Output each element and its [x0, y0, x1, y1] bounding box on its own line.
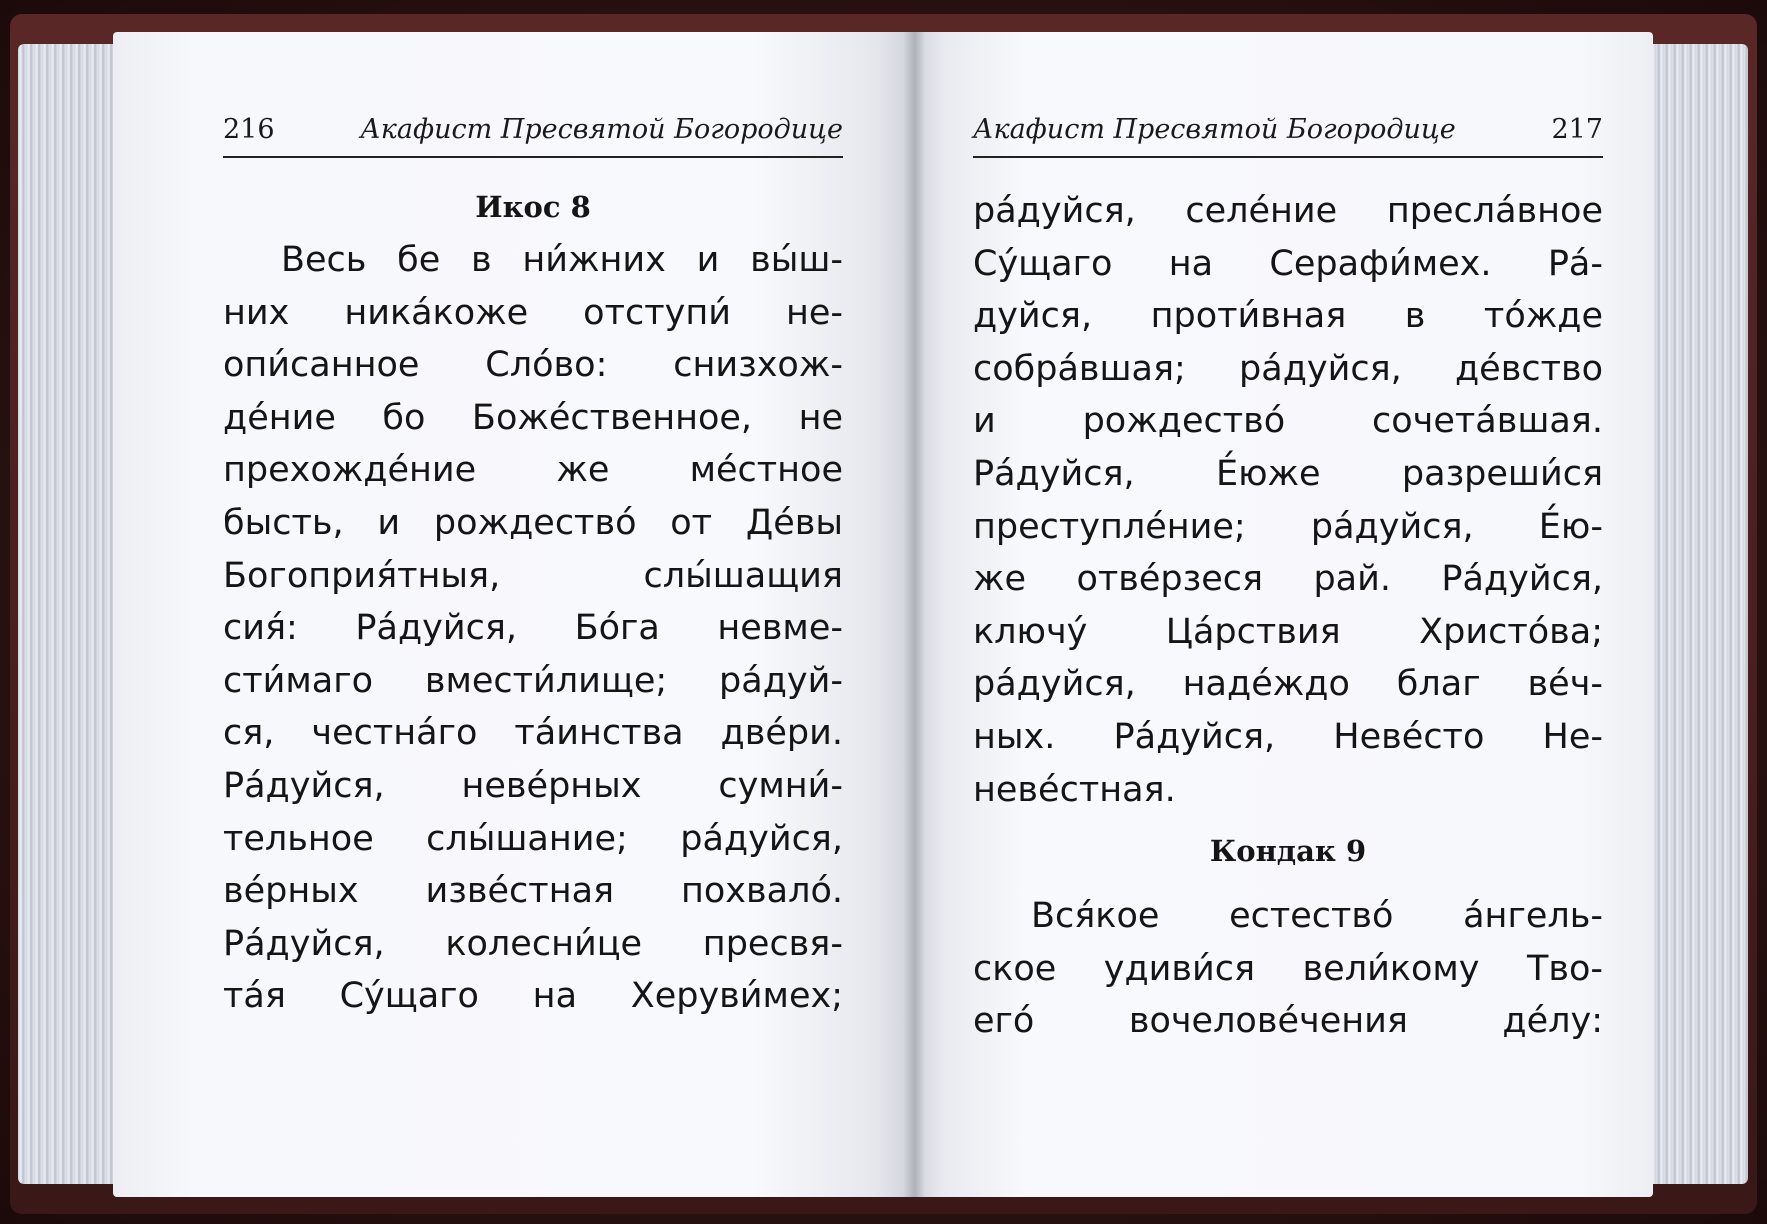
text-line: тельное слы́шание; ра́дуйся, — [223, 818, 843, 859]
text-line: прехожде́ние же ме́стное — [223, 450, 843, 491]
text-line: ных. Ра́дуйся, Неве́сто Не- — [973, 716, 1603, 757]
text-line: де́ние бо Боже́ственное, не — [223, 397, 843, 438]
section-heading-ikos: Икос 8 — [475, 190, 591, 224]
text-line: ся, честна́го та́инства две́ри. — [223, 713, 843, 754]
text-line: сия́: Ра́дуйся, Бо́га невме- — [223, 608, 843, 649]
text-line: Ра́дуйся, колесни́це пресвя- — [223, 923, 843, 964]
text-line: Ра́дуйся, неве́рных сумни́- — [223, 765, 843, 806]
text-line: ве́рных изве́стная похвало́. — [223, 871, 843, 912]
text-line: преступле́ние; ра́дуйся, Е́ю- — [973, 506, 1603, 547]
left-page-text — [223, 180, 843, 1023]
right-page-number: 217 — [1551, 114, 1603, 145]
left-page — [113, 32, 913, 1197]
text-line: же отве́рзеся рай. Ра́дуйся, — [973, 559, 1603, 600]
left-page-number: 216 — [223, 114, 275, 145]
text-line: та́я Су́щаго на Херуви́мех; — [223, 976, 843, 1017]
text-line: неве́стная. — [973, 769, 1176, 810]
text-line: Вся́кое естество́ а́нгель- — [1031, 896, 1603, 937]
right-running-title: Акафист Пресвятой Богородице — [973, 114, 1456, 145]
right-page-header — [973, 108, 1603, 158]
page-edges-right — [1648, 44, 1748, 1184]
text-line: и рождество́ сочета́вшая. — [973, 401, 1603, 442]
text-line: них ника́коже отступи́ не- — [223, 292, 843, 333]
text-line: Весь бе в ни́жних и вы́ш- — [281, 240, 843, 280]
text-line: бысть, и рождество́ от Де́вы — [223, 502, 843, 543]
text-line: ское удиви́ся вели́кому Тво- — [973, 948, 1603, 989]
left-running-title: Акафист Пресвятой Богородице — [360, 114, 843, 145]
text-line: Су́щаго на Серафи́мех. Ра́- — [973, 243, 1603, 284]
text-line: Ра́дуйся, Е́юже разреши́ся — [973, 453, 1603, 494]
text-line: Богоприя́тныя, слы́шащия — [223, 555, 843, 596]
text-line: сти́маго вмести́лище; ра́дуй- — [223, 660, 843, 701]
page-edges-left — [18, 44, 123, 1184]
text-line: его́ вочелове́чения де́лу: — [973, 1001, 1603, 1042]
right-page — [913, 32, 1653, 1197]
text-line: собра́вшая; ра́дуйся, де́вство — [973, 348, 1603, 389]
text-line: дуйся, проти́вная в то́жде — [973, 296, 1603, 337]
right-page-text — [973, 185, 1603, 1048]
text-line: опи́санное Сло́во: снизхож- — [223, 345, 843, 386]
text-line: ра́дуйся, наде́ждо благ ве́ч- — [973, 664, 1603, 705]
section-heading-kondak: Кондак 9 — [1209, 834, 1367, 869]
book-gutter — [903, 32, 925, 1197]
open-book — [18, 32, 1748, 1197]
left-page-header — [223, 108, 843, 158]
text-line: ключу́ Ца́рствия Христо́ва; — [973, 611, 1603, 652]
text-line: ра́дуйся, селе́ние пресла́вное — [973, 191, 1603, 231]
